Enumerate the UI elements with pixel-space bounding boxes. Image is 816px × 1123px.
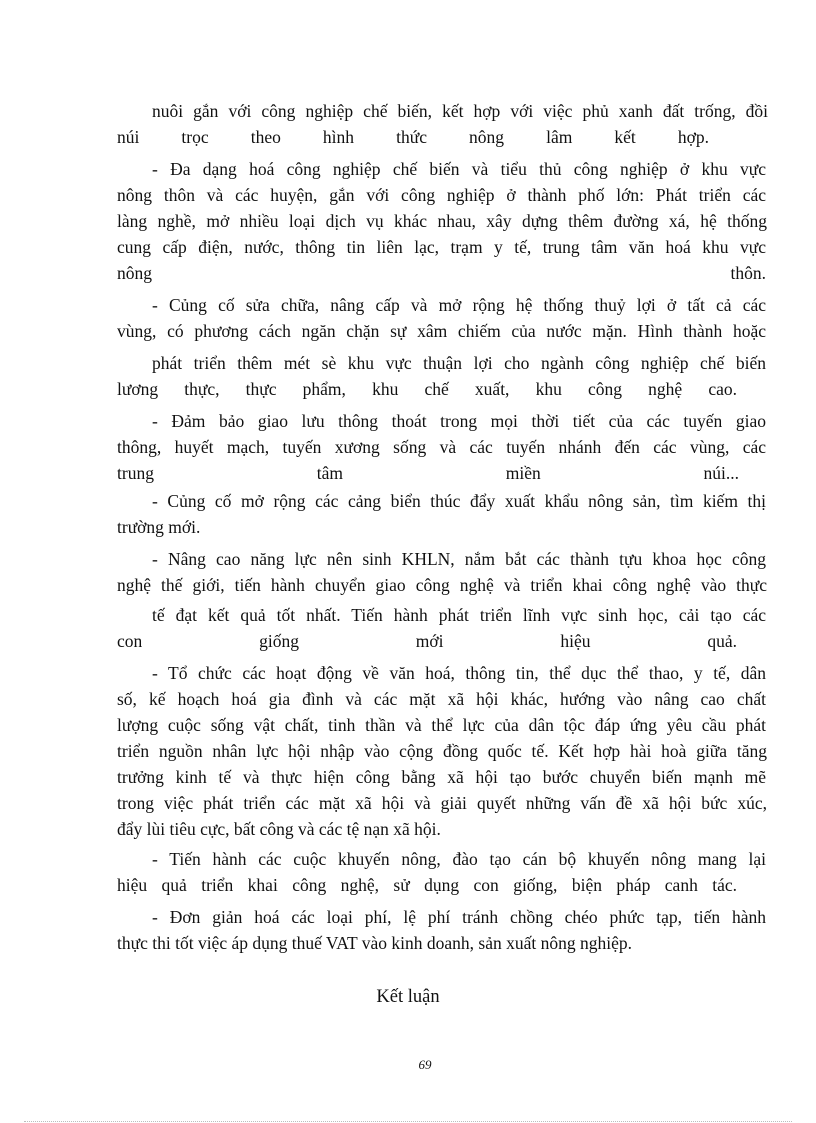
- text-line: - Tổ chức các hoạt động về văn hoá, thông tin, thể dục thể thao, y tế, dân: [152, 663, 766, 683]
- section-heading: Kết luận: [376, 987, 440, 1007]
- text-line: triển nguồn nhân lực hội nhập vào cộng đồng quốc tế. Kết hợp hài hoà giữa tăng: [117, 741, 767, 761]
- text-line: - Củng cố sửa chữa, nâng cấp và mở rộng hệ thống thuỷ lợi ở tất cả các: [152, 295, 766, 315]
- text-line: thực thi tốt việc áp dụng thuế VAT vào kinh doanh, sản xuất nông nghiệp.: [117, 933, 632, 953]
- text-line: - Đơn giản hoá các loại phí, lệ phí tránh chồng chéo phức tạp, tiến hành: [152, 907, 766, 927]
- text-line: trong việc phát triển các mặt xã hội và giải quyết những vấn đề xã hội bức xúc,: [117, 793, 767, 813]
- text-line: tế đạt kết quả tốt nhất. Tiến hành phát triển lĩnh vực sinh học, cải tạo các: [152, 605, 766, 625]
- page-number: 69: [418, 1057, 432, 1072]
- text-line: núi trọc theo hình thức nông lâm kết hợp.: [117, 127, 709, 147]
- text-line: nghệ thế giới, tiến hành chuyển giao công nghệ và triển khai công nghệ vào thực: [117, 575, 767, 595]
- text-line: thông, huyết mạch, tuyến xương sống và các tuyến nhánh đến các vùng, các: [117, 437, 766, 457]
- text-line: trường mới.: [117, 517, 201, 537]
- text-line: con giống mới hiệu quả.: [117, 631, 737, 651]
- text-line: vùng, có phương cách ngăn chặn sự xâm chiếm của nước mặn. Hình thành hoặc: [117, 321, 766, 341]
- text-line: hiệu quả triển khai công nghệ, sử dụng con giống, biện pháp canh tác.: [117, 875, 737, 895]
- text-line: đẩy lùi tiêu cực, bất công và các tệ nạn xã hội.: [117, 819, 441, 839]
- text-line: nuôi gắn với công nghiệp chế biến, kết hợp với việc phủ xanh đất trống, đồi: [152, 101, 768, 121]
- footer-divider: [24, 1121, 792, 1122]
- text-line: - Đảm bảo giao lưu thông thoát trong mọi thời tiết của các tuyến giao: [152, 411, 766, 431]
- text-line: - Đa dạng hoá công nghiệp chế biến và tiểu thủ công nghiệp ở khu vực: [152, 159, 766, 179]
- text-line: làng nghề, mở nhiều loại dịch vụ khác nhau, xây dựng thêm đường xá, hệ thống: [117, 211, 767, 231]
- text-line: trung tâm miền núi...: [117, 463, 739, 483]
- text-line: - Củng cố mở rộng các cảng biển thúc đẩy xuất khẩu nông sản, tìm kiếm thị: [152, 491, 766, 511]
- text-line: số, kế hoạch hoá gia đình và các mặt xã hội khác, hướng vào nâng cao chất: [117, 689, 766, 709]
- text-line: lương thực, thực phẩm, khu chế xuất, khu công nghệ cao.: [117, 379, 737, 399]
- text-line: phát triển thêm mét sè khu vực thuận lợi cho ngành công nghiệp chế biến: [152, 353, 766, 373]
- text-line: trưởng kinh tế và thực hiện công bằng xã hội tạo bước chuyển biến mạnh mẽ: [117, 767, 766, 787]
- text-line: lượng cuộc sống vật chất, tinh thần và thể lực của dân tộc đáp ứng yêu cầu phát: [117, 715, 766, 735]
- text-line: nông thôn.: [117, 263, 766, 283]
- text-line: - Tiến hành các cuộc khuyến nông, đào tạo cán bộ khuyến nông mang lại: [152, 849, 766, 869]
- text-line: cung cấp điện, nước, thông tin liên lạc, trạm y tế, trung tâm văn hoá khu vực: [117, 237, 766, 257]
- text-line: - Nâng cao năng lực nên sinh KHLN, nắm bắt các thành tựu khoa học công: [152, 549, 766, 569]
- text-line: nông thôn và các huyện, gắn với công nghiệp ở thành phố lớn: Phát triển các: [117, 185, 766, 205]
